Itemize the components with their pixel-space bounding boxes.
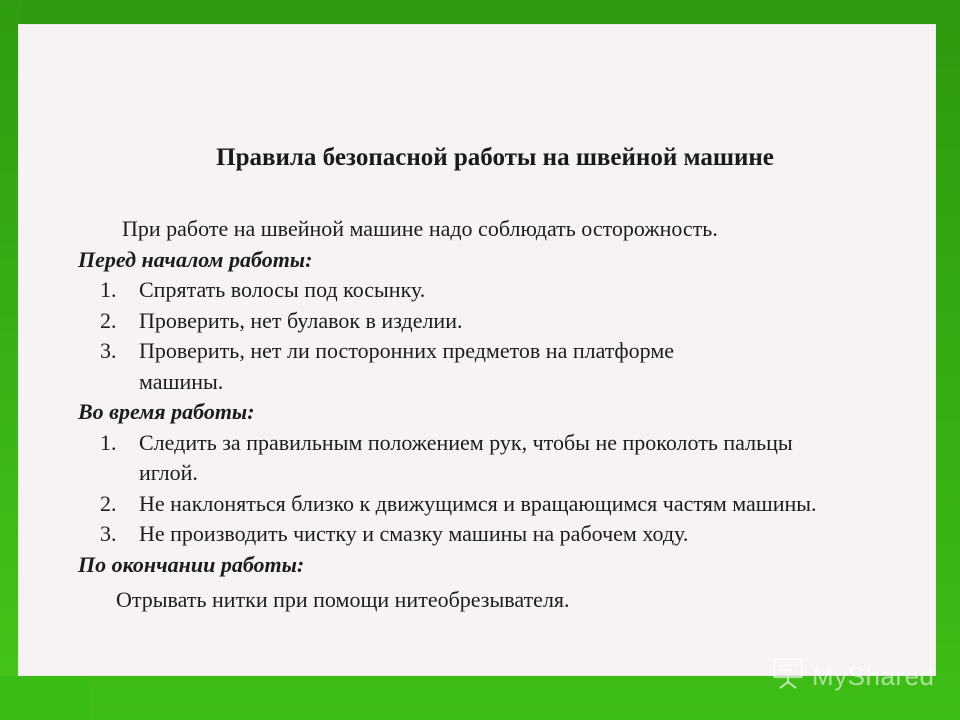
list-item-text: Не наклоняться близко к движущимся и вращающимся частям машины.: [139, 490, 817, 516]
list-item-number: 3.: [100, 338, 117, 363]
watermark-text: MyShared: [812, 661, 935, 691]
document-title: Правила безопасной работы на швейной машине: [216, 144, 774, 171]
list-item-number: 1.: [100, 277, 117, 302]
list-item-text: Проверить, нет ли посторонних предметов на платформе машины.: [139, 338, 675, 394]
intro-paragraph: При работе на швейной машине надо соблюдать осторожность.: [122, 216, 718, 241]
list-before-work: [78, 275, 878, 397]
section-heading-before-work: Перед началом работы:: [78, 246, 313, 272]
closing-paragraph: Отрывать нитки при помощи нитеобрезывателя.: [116, 587, 570, 612]
list-item-text: Следить за правильным положением рук, чтобы не проколоть пальцы иглой.: [139, 429, 793, 485]
list-item: [78, 336, 878, 397]
background-bottom-block: [0, 676, 90, 720]
list-item: [78, 428, 878, 489]
list-item: [78, 306, 878, 337]
list-item: [78, 519, 878, 550]
list-item: [78, 275, 878, 306]
presentation-board-icon: [770, 655, 806, 698]
list-item-number: 1.: [100, 429, 117, 455]
list-item-text: Проверить, нет булавок в изделии.: [139, 307, 463, 333]
section-heading-during-work: Во время работы:: [78, 399, 255, 424]
list-item: [78, 489, 878, 520]
list-during-work: [78, 428, 878, 550]
list-item-number: 2.: [100, 490, 117, 516]
document-body: [78, 214, 878, 616]
document-page: [18, 24, 936, 676]
watermark: [770, 655, 935, 698]
section-heading-after-work: По окончании работы:: [78, 551, 305, 577]
list-item-number: 2.: [100, 307, 117, 333]
list-item-text: Не производить чистку и смазку машины на рабочем ходу.: [139, 521, 689, 546]
list-item-number: 3.: [100, 521, 117, 546]
list-item-text: Спрятать волосы под косынку.: [139, 277, 426, 302]
